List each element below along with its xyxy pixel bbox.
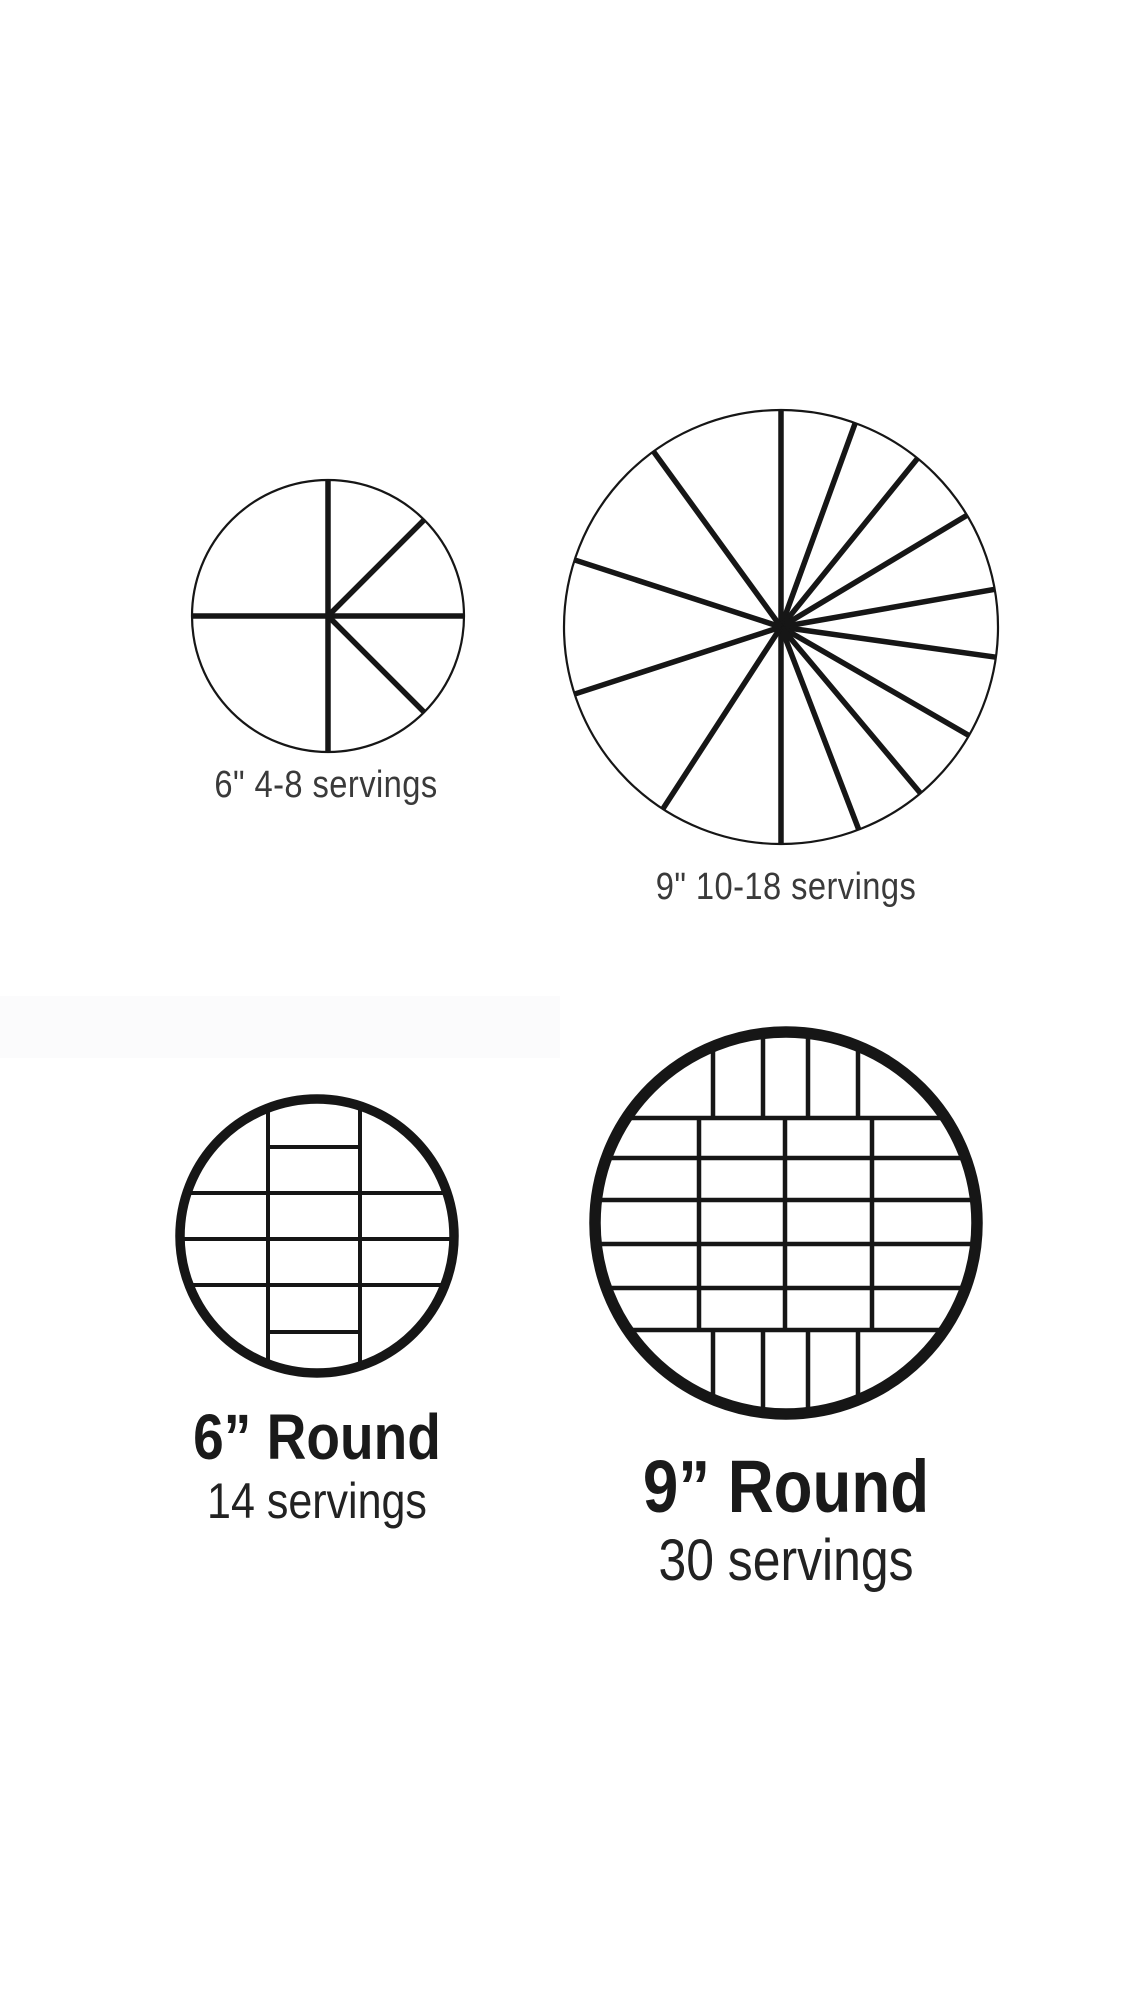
nine-round-servings: 30 servings (658, 1527, 914, 1593)
label-9in-slices (656, 866, 917, 909)
nine-inch-sliced-circle (564, 410, 998, 844)
six-round-grid-circle (160, 1079, 474, 1393)
six-round-servings: 14 servings (207, 1472, 427, 1529)
nine-round-title: 9” Round (642, 1445, 930, 1528)
label-9in-round (643, 1446, 929, 1593)
six-inch-sliced-circle (192, 480, 464, 752)
six-inch-slices-caption: 6" 4-8 servings (214, 764, 438, 806)
nine-inch-slices-caption: 9" 10-18 servings (655, 866, 917, 908)
label-6in-slices (214, 764, 437, 807)
label-6in-round (193, 1402, 441, 1529)
six-round-title: 6” Round (193, 1401, 441, 1473)
nine-round-grid-circle (575, 1012, 997, 1434)
